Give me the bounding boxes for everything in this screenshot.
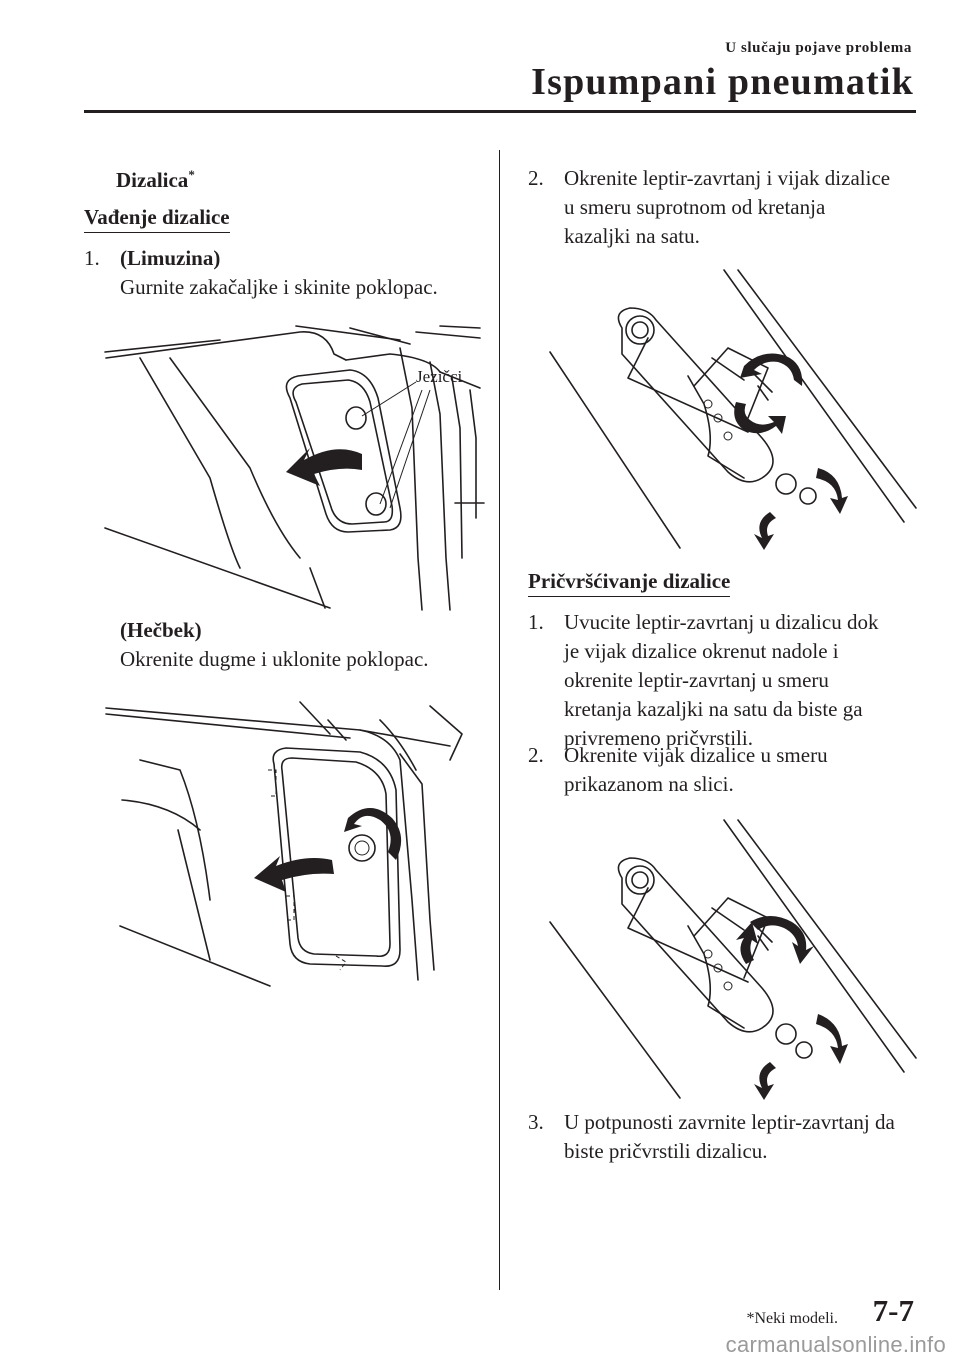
footnote: *Neki modeli. [746, 1310, 838, 1327]
header-rule [84, 110, 916, 113]
step-1-text: Gurnite zakačaljke i skinite poklopac. [120, 275, 438, 299]
secure-step-1-line-4: kretanja kazaljki na satu da biste ga [564, 697, 863, 721]
secure-step-2-line-1: Okrenite vijak dizalice u smeru [564, 743, 828, 767]
secure-step-1-line-3: okrenite leptir-zavrtanj u smeru [564, 668, 829, 692]
subsection-securing-jack: Pričvršćivanje dizalice [528, 568, 730, 597]
step-number: 2. [528, 166, 544, 190]
secure-step-1 [528, 608, 928, 758]
column-divider [499, 150, 500, 1290]
secure-step-2-line-2: prikazanom na slici. [564, 772, 734, 796]
figure-1-label: Jezičci [416, 367, 463, 386]
secure-step-3-line-1: U potpunosti zavrnite leptir-zavrtanj da [564, 1110, 895, 1134]
figure-sedan-cover [100, 318, 488, 612]
figure-hatchback-cover [100, 700, 488, 990]
step-2-loosen [528, 164, 928, 254]
step-2-line-2: u smeru suprotnom od kretanja [564, 195, 826, 219]
chapter-title: U slučaju pojave problema [725, 40, 912, 56]
step-number: 1. [84, 246, 100, 270]
figure-jack-secure [548, 818, 918, 1102]
watermark: carmanualsonline.info [725, 1332, 946, 1357]
secure-step-1-line-1: Uvucite leptir-zavrtanj u dizalicu dok [564, 610, 879, 634]
secure-step-3-line-2: biste pričvrstili dizalicu. [564, 1139, 768, 1163]
figure-jack-loosen [548, 268, 918, 552]
step-number: 1. [528, 610, 544, 634]
section-title-jack [116, 160, 195, 195]
hatchback-instructions [120, 616, 429, 674]
secure-step-3 [528, 1108, 928, 1168]
page-title: Ispumpani pneumatik [531, 61, 914, 103]
step-2-line-1: Okrenite leptir-zavrtanj i vijak dizalice [564, 166, 891, 190]
hatchback-title: (Hečbek) [120, 618, 202, 642]
section-title-text: Dizalica [116, 168, 189, 192]
secure-step-1-line-5: privremeno pričvrstili. [564, 726, 753, 750]
step-1-sedan [84, 244, 484, 304]
step-2-line-3: kazaljki na satu. [564, 224, 700, 248]
step-1-title: (Limuzina) [120, 246, 221, 270]
secure-step-2 [528, 741, 928, 801]
secure-step-1-line-2: je vijak dizalice okrenut nadole i [564, 639, 839, 663]
page-number: 7-7 [872, 1293, 914, 1328]
step-number: 3. [528, 1110, 544, 1134]
model-mark: * [188, 167, 195, 182]
step-number: 2. [528, 743, 544, 767]
subsection-removing-jack: Vađenje dizalice [84, 204, 230, 233]
hatchback-text: Okrenite dugme i uklonite poklopac. [120, 647, 429, 671]
